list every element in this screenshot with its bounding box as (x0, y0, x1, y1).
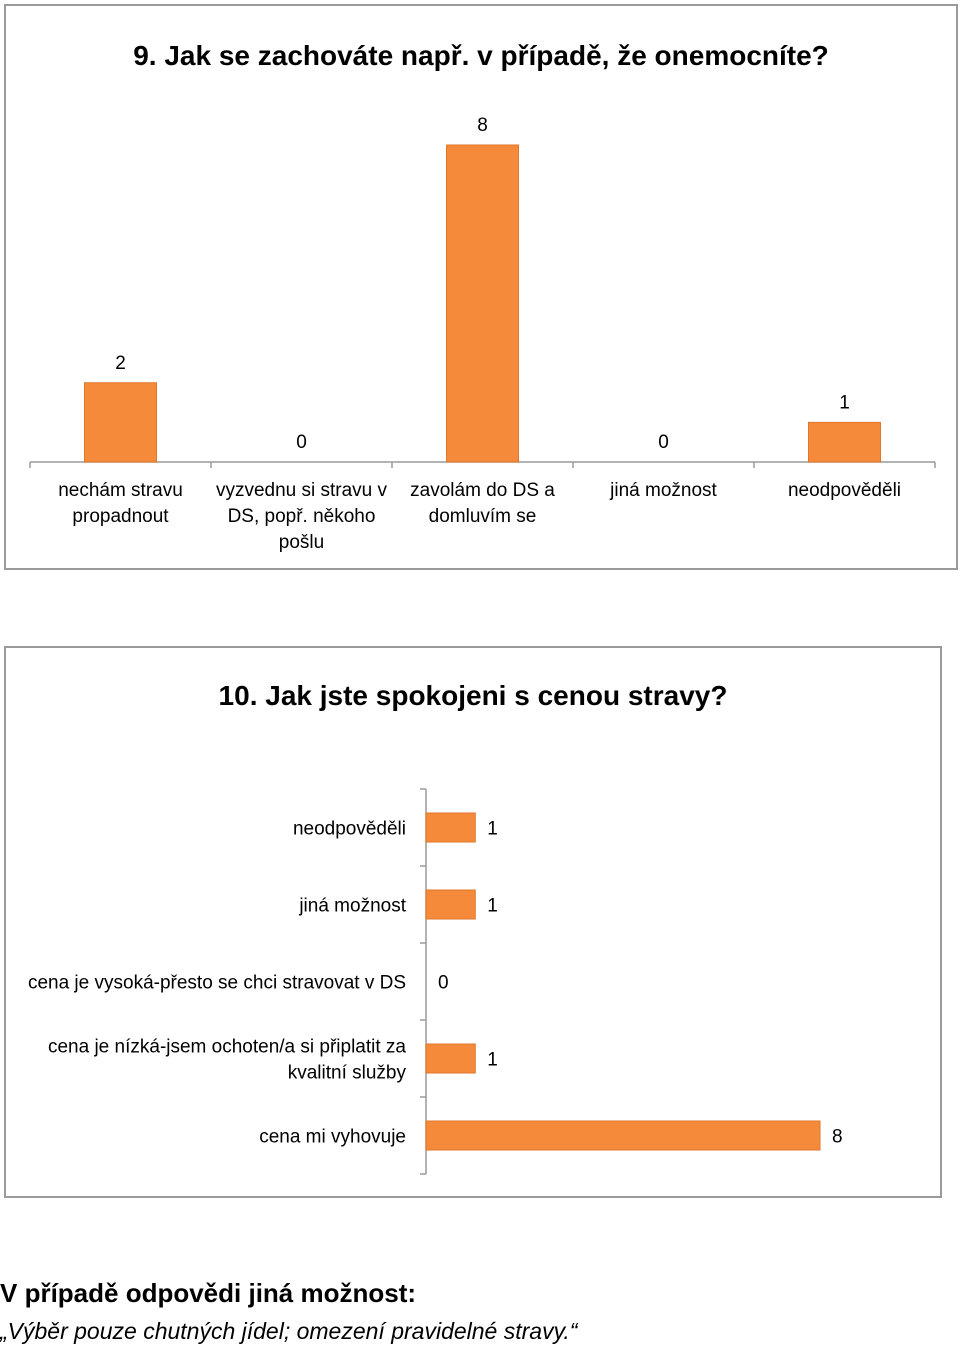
bar (426, 1121, 820, 1150)
chart-price-satisfaction (4, 646, 942, 1198)
bar (426, 890, 475, 919)
data-label: 0 (438, 972, 449, 994)
other-answers-text: „Výběr pouze chutných jídel; omezení pravidelné stravy.“ (0, 1318, 578, 1344)
other-answers-heading: V případě odpovědi jiná možnost: (0, 1278, 417, 1308)
category-label: cena je vysoká-přesto se chci stravovat v DS (27, 972, 406, 994)
bar (426, 813, 475, 842)
data-label: 2 (115, 352, 126, 374)
bar (447, 145, 519, 462)
bar (809, 422, 881, 462)
category-label: cena je nízká-jsem ochoten/a si připlatit za (47, 1036, 406, 1058)
data-label: 1 (487, 818, 498, 840)
chart-illness-behavior (4, 4, 958, 570)
data-label: 1 (487, 1049, 498, 1071)
category-label: pošlu (278, 532, 325, 553)
category-label: cena mi vyhovuje (259, 1126, 406, 1148)
category-label: nechám stravu (58, 480, 183, 501)
category-label: domluvím se (428, 506, 537, 527)
category-label: neodpověděli (787, 480, 902, 501)
chart-title: 9. Jak se zachováte např. v případě, že onemocníte? (133, 40, 829, 71)
bar (426, 1044, 475, 1073)
data-label: 1 (487, 895, 498, 917)
bar (85, 383, 157, 462)
category-label: DS, popř. někoho (227, 506, 376, 527)
data-label: 8 (832, 1126, 843, 1148)
category-label: jiná možnost (610, 480, 717, 501)
data-label: 0 (658, 432, 669, 453)
category-label: vyzvednu si stravu v (215, 480, 388, 501)
vertical-bar-chart (6, 6, 956, 568)
category-label: jiná možnost (299, 895, 406, 917)
data-label: 8 (477, 115, 488, 136)
chart-title: 10. Jak jste spokojeni s cenou stravy? (218, 680, 728, 711)
category-label: kvalitní služby (287, 1062, 406, 1084)
data-label: 0 (296, 432, 307, 453)
category-label: neodpověděli (292, 818, 406, 840)
category-label: propadnout (72, 506, 169, 527)
horizontal-bar-chart (6, 648, 940, 1196)
data-label: 1 (839, 392, 850, 414)
category-label: zavolám do DS a (410, 480, 555, 501)
